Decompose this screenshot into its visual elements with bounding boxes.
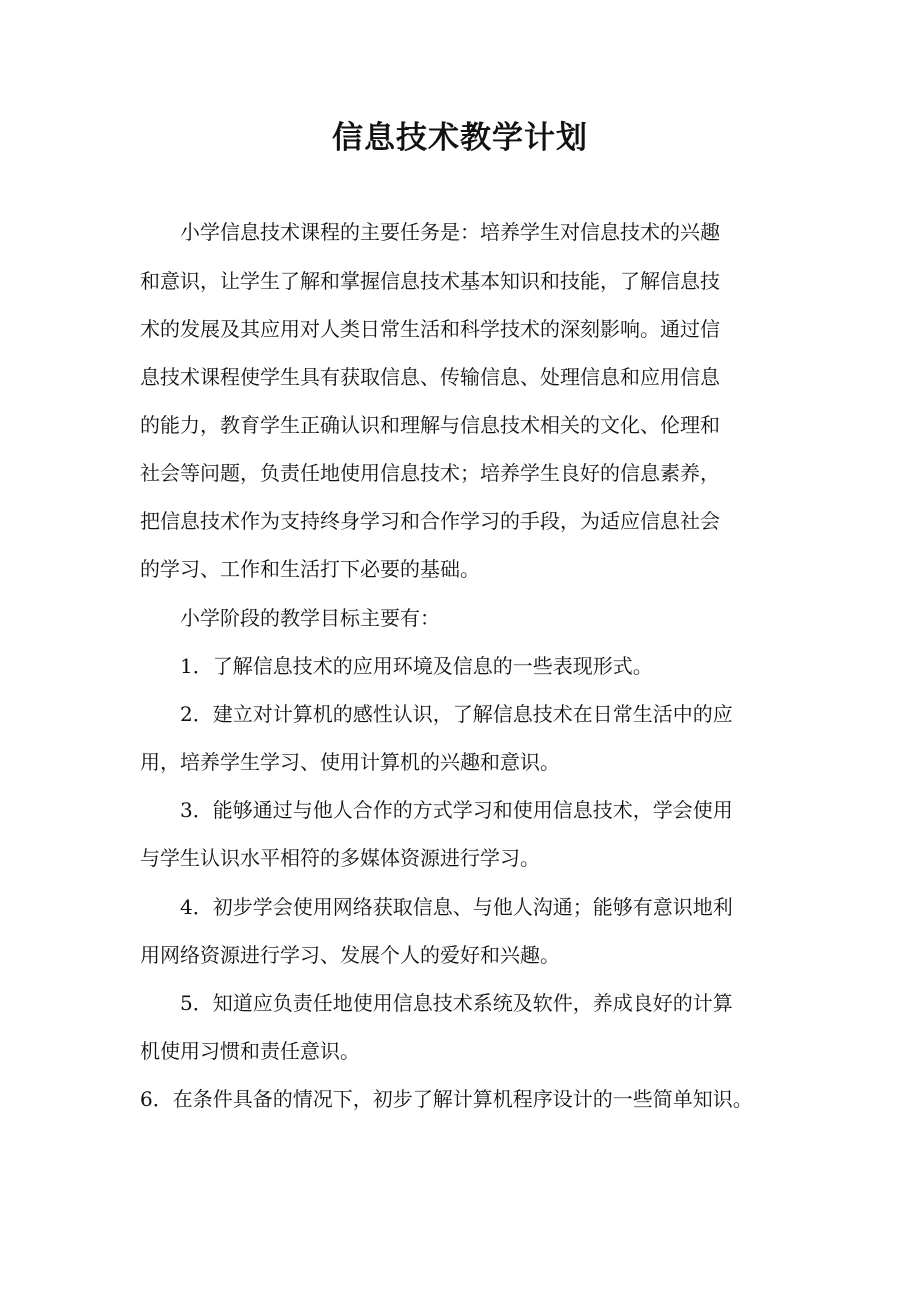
list-item-line: 与学生认识水平相符的多媒体资源进行学习。 bbox=[140, 846, 540, 870]
paragraph-line: 社会等问题，负责任地使用信息技术；培养学生良好的信息素养， bbox=[140, 461, 720, 485]
list-item-line: 1．了解信息技术的应用环境及信息的一些表现形式。 bbox=[180, 654, 653, 678]
paragraph-line: 息技术课程使学生具有获取信息、传输信息、处理信息和应用信息 bbox=[140, 365, 720, 389]
list-item-line: 用，培养学生学习、使用计算机的兴趣和意识。 bbox=[140, 750, 560, 774]
paragraph-line: 的学习、工作和生活打下必要的基础。 bbox=[140, 557, 480, 581]
paragraph-line: 把信息技术作为支持终身学习和合作学习的手段，为适应信息社会 bbox=[140, 509, 720, 533]
paragraph-line: 小学信息技术课程的主要任务是：培养学生对信息技术的兴趣 bbox=[180, 220, 720, 244]
list-item-line: 2．建立对计算机的感性认识，了解信息技术在日常生活中的应 bbox=[180, 702, 733, 726]
paragraph-line: 的能力，教育学生正确认识和理解与信息技术相关的文化、伦理和 bbox=[140, 413, 720, 437]
list-item-line: 5．知道应负责任地使用信息技术系统及软件，养成良好的计算 bbox=[180, 991, 733, 1015]
page-title: 信息技术教学计划 bbox=[332, 120, 588, 156]
section-intro-line: 小学阶段的教学目标主要有： bbox=[180, 606, 440, 630]
list-item-line: 机使用习惯和责任意识。 bbox=[140, 1039, 360, 1063]
paragraph-line: 和意识，让学生了解和掌握信息技术基本知识和技能，了解信息技 bbox=[140, 269, 720, 293]
list-item-line: 3．能够通过与他人合作的方式学习和使用信息技术，学会使用 bbox=[180, 798, 733, 822]
list-item-line: 用网络资源进行学习、发展个人的爱好和兴趣。 bbox=[140, 943, 560, 967]
list-item-line: 6．在条件具备的情况下，初步了解计算机程序设计的一些简单知识。 bbox=[140, 1087, 753, 1111]
paragraph-line: 术的发展及其应用对人类日常生活和科学技术的深刻影响。通过信 bbox=[140, 317, 720, 341]
list-item-line: 4．初步学会使用网络获取信息、与他人沟通；能够有意识地利 bbox=[180, 895, 733, 919]
